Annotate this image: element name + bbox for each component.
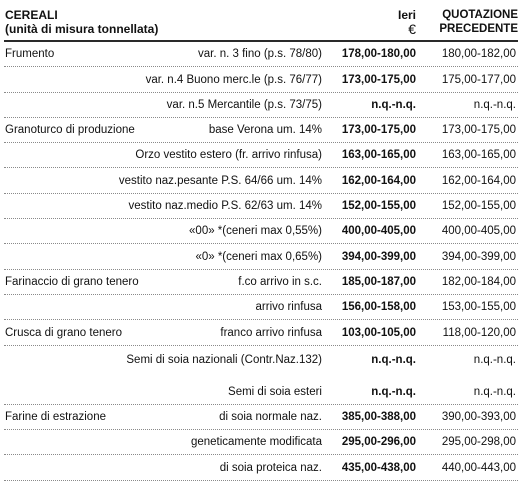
price-precedente: n.q.-n.q. bbox=[473, 353, 516, 366]
price-precedente: 295,00-298,00 bbox=[441, 436, 516, 449]
price-precedente: 440,00-443,00 bbox=[441, 461, 516, 474]
price-ieri: n.q.-n.q. bbox=[371, 98, 416, 111]
price-precedente: 162,00-164,00 bbox=[441, 174, 516, 187]
table-row bbox=[4, 168, 518, 193]
variety-label: Semi di soia nazionali (Contr.Naz.132) bbox=[126, 353, 322, 366]
product-name: Farine di estrazione bbox=[5, 411, 106, 424]
price-precedente: n.q.-n.q. bbox=[473, 98, 516, 111]
table-row bbox=[4, 320, 518, 345]
table-row bbox=[4, 93, 518, 118]
price-precedente: 400,00-405,00 bbox=[441, 225, 516, 238]
table-row bbox=[4, 118, 518, 143]
column-header-ieri bbox=[338, 8, 416, 36]
price-ieri: 185,00-187,00 bbox=[341, 275, 416, 288]
table-title: CEREALI bbox=[5, 8, 58, 22]
price-ieri: 435,00-438,00 bbox=[341, 461, 416, 474]
table-row bbox=[4, 430, 518, 455]
price-ieri: n.q.-n.q. bbox=[371, 385, 416, 398]
price-ieri: 173,00-175,00 bbox=[341, 73, 416, 86]
price-ieri: 295,00-296,00 bbox=[341, 436, 416, 449]
price-ieri: 400,00-405,00 bbox=[341, 225, 416, 238]
price-precedente: 152,00-155,00 bbox=[441, 200, 516, 213]
variety-label: var. n.5 Mercantile (p.s. 73/75) bbox=[166, 98, 322, 111]
price-ieri: 163,00-165,00 bbox=[341, 149, 416, 162]
variety-label: Semi di soia esteri bbox=[228, 385, 322, 398]
table-row bbox=[4, 295, 518, 320]
price-ieri: n.q.-n.q. bbox=[371, 353, 416, 366]
price-precedente: 163,00-165,00 bbox=[441, 149, 516, 162]
variety-label: di soia proteica naz. bbox=[219, 461, 322, 474]
product-name: Granoturco di produzione bbox=[5, 124, 135, 137]
column-prec-label-2: PRECEDENTE bbox=[439, 23, 518, 35]
table-row bbox=[4, 42, 518, 67]
price-ieri: 394,00-399,00 bbox=[341, 250, 416, 263]
variety-label: var. n. 3 fino (p.s. 78/80) bbox=[197, 48, 322, 61]
price-precedente: 118,00-120,00 bbox=[442, 326, 516, 339]
table-title-block bbox=[5, 8, 158, 36]
product-name: Crusca di grano tenero bbox=[5, 326, 122, 339]
table-row bbox=[4, 143, 518, 168]
price-ieri: 156,00-158,00 bbox=[341, 301, 416, 314]
column-prec-label-1: QUOTAZIONE bbox=[442, 9, 518, 21]
price-precedente: 182,00-184,00 bbox=[441, 275, 516, 288]
price-precedente: 153,00-155,00 bbox=[441, 301, 516, 314]
table-row bbox=[4, 219, 518, 244]
column-ieri-label: Ieri bbox=[397, 8, 416, 22]
column-header-precedente bbox=[422, 8, 518, 36]
table-row bbox=[4, 67, 518, 92]
table-row bbox=[4, 380, 518, 405]
table-row bbox=[4, 194, 518, 219]
variety-label: franco arrivo rinfusa bbox=[220, 326, 322, 339]
variety-label: f.co arrivo in s.c. bbox=[238, 275, 322, 288]
variety-label: base Verona um. 14% bbox=[208, 124, 322, 137]
variety-label: vestito naz.pesante P.S. 64/66 um. 14% bbox=[118, 174, 322, 187]
product-name: Frumento bbox=[5, 48, 55, 61]
table-body bbox=[4, 42, 518, 481]
table-row bbox=[4, 455, 518, 480]
table-row bbox=[4, 270, 518, 295]
variety-label: geneticamente modificata bbox=[190, 436, 322, 449]
table-row bbox=[4, 405, 518, 430]
price-precedente: 180,00-182,00 bbox=[441, 48, 516, 61]
variety-label: Orzo vestito estero (fr. arrivo rinfusa) bbox=[135, 149, 322, 162]
table-row bbox=[4, 346, 518, 380]
price-precedente: 394,00-399,00 bbox=[441, 250, 516, 263]
variety-label: vestito naz.medio P.S. 62/63 um. 14% bbox=[128, 200, 322, 213]
variety-label: arrivo rinfusa bbox=[255, 301, 322, 314]
price-precedente: 173,00-175,00 bbox=[441, 124, 516, 137]
price-ieri: 173,00-175,00 bbox=[341, 124, 416, 137]
price-ieri: 178,00-180,00 bbox=[341, 48, 416, 61]
price-precedente: 175,00-177,00 bbox=[441, 73, 516, 86]
price-ieri: 162,00-164,00 bbox=[341, 174, 416, 187]
product-name: Farinaccio di grano tenero bbox=[5, 275, 139, 288]
variety-label: di soia normale naz. bbox=[219, 411, 322, 424]
price-precedente: 390,00-393,00 bbox=[441, 411, 516, 424]
price-table bbox=[4, 6, 518, 474]
variety-label: var. n.4 Buono merc.le (p.s. 76/77) bbox=[145, 73, 322, 86]
price-ieri: 385,00-388,00 bbox=[341, 411, 416, 424]
table-row bbox=[4, 244, 518, 269]
price-ieri: 152,00-155,00 bbox=[341, 200, 416, 213]
price-precedente: n.q.-n.q. bbox=[473, 385, 516, 398]
price-ieri: 103,00-105,00 bbox=[341, 326, 416, 339]
table-subtitle: (unità di misura tonnellata) bbox=[5, 22, 159, 36]
variety-label: «0» *(ceneri max 0,65%) bbox=[195, 250, 322, 263]
column-ieri-unit: € bbox=[408, 21, 416, 37]
variety-label: «00» *(ceneri max 0,55%) bbox=[189, 225, 322, 238]
table-header bbox=[4, 6, 518, 42]
